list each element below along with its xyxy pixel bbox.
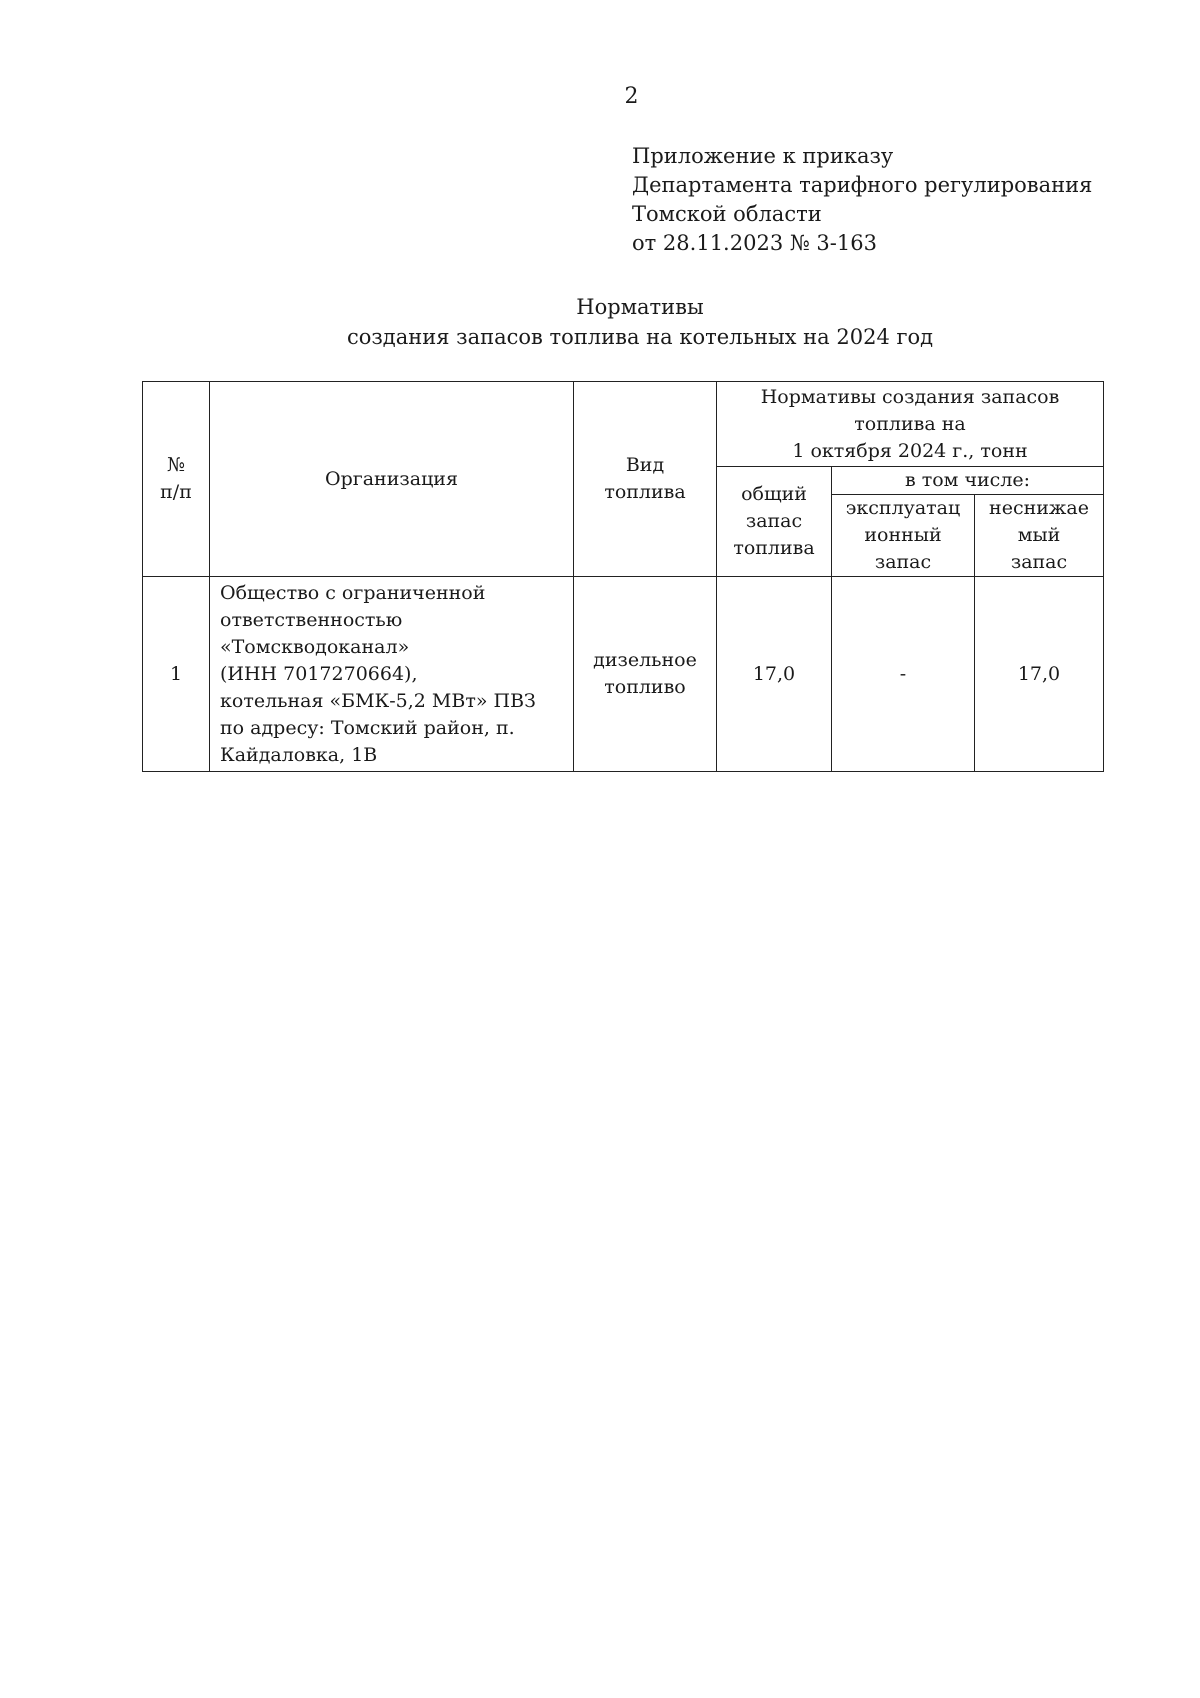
header-total-stock: общий запас топлива xyxy=(717,467,832,577)
header-number: № п/п xyxy=(143,382,210,577)
cell-organization: Общество с ограниченной ответственностью «Томскводоканал» (ИНН 7017270664), котельная «БМК-5,2 МВт» ПВЗ по адресу: Томский район, п. Кайдаловка, 1В xyxy=(210,577,574,772)
page-number: 2 xyxy=(624,84,639,109)
cell-number: 1 xyxy=(143,577,210,772)
document-title xyxy=(140,292,1140,352)
cell-fuel-type: дизельное топливо xyxy=(574,577,717,772)
cell-operational-stock: - xyxy=(832,577,975,772)
title-line-1: Нормативы xyxy=(576,295,704,319)
header-operational-stock: эксплуатац ионный запас xyxy=(832,495,975,577)
title-line-2: создания запасов топлива на котельных на 2024 год xyxy=(346,325,934,349)
header-including: в том числе: xyxy=(832,467,1104,495)
norms-table xyxy=(142,381,1104,772)
appendix-line: Департамента тарифного регулирования xyxy=(632,173,1093,197)
header-organization: Организация xyxy=(210,382,574,577)
appendix-header xyxy=(632,142,1092,258)
table-row xyxy=(143,577,1104,772)
header-fuel-type: Вид топлива xyxy=(574,382,717,577)
appendix-line: от 28.11.2023 № 3-163 xyxy=(632,231,877,255)
header-norms: Нормативы создания запасов топлива на 1 октября 2024 г., тонн xyxy=(717,382,1104,467)
appendix-line: Приложение к приказу xyxy=(632,144,894,168)
cell-minimum-stock: 17,0 xyxy=(975,577,1104,772)
header-minimum-stock: неснижае мый запас xyxy=(975,495,1104,577)
cell-total-stock: 17,0 xyxy=(717,577,832,772)
appendix-line: Томской области xyxy=(632,202,822,226)
